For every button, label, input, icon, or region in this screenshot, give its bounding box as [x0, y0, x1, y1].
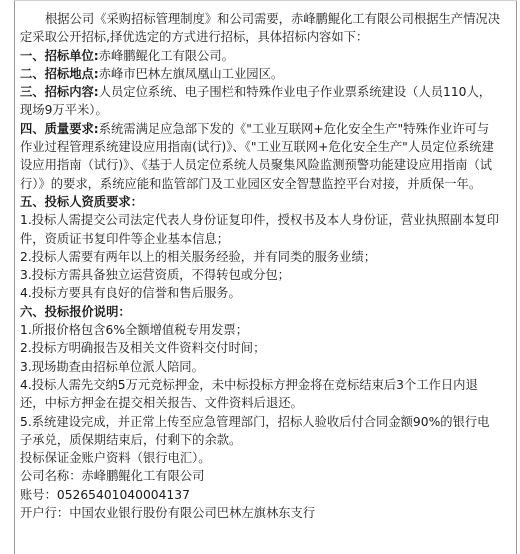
section-bid-location — [20, 65, 500, 83]
account-title: 投标保证金账户资料（银行电汇）。 — [20, 451, 211, 466]
section-value: 赤峰鹏鲲化工有限公司。 — [98, 48, 234, 63]
list-item: 4.投标方要具有良好的信誉和售后服务。 — [20, 286, 241, 301]
top-divider — [14, 0, 517, 1]
list-item: 1.所报价格包含6%全额增值税专用发票； — [20, 323, 248, 338]
list-item: 3.投标方需具备独立运营资质，不得转包或分包； — [20, 268, 290, 283]
list-item: 4.投标人需先交纳5万元竞标押金，未中标投标方押金将在竞标结束后3个工作日内退还，中标方押金在提交相关报告、文件资料后退还。 — [20, 377, 478, 411]
section-label: 一、招标单位: — [20, 48, 99, 63]
list-item: 1.投标人需提交公司法定代表人身份证复印件，授权书及本人身份证，营业执照副本复印件，资质证书复印件等企业基本信息； — [20, 213, 500, 246]
intro-paragraph: 根据公司《采购招标管理制度》和公司需要，赤峰鹏鲲化工有限公司根据生产情况决定采取公开招标,择优选定的方式进行招标，具体招标内容如下： — [20, 12, 500, 45]
section-label: 四、质量要求: — [20, 121, 99, 136]
account-number: 账号：05265401040004137 — [20, 487, 190, 502]
account-bank: 开户行：中国农业银行股份有限公司巴林左旗林东支行 — [20, 506, 316, 521]
list-item: 2.投标方明确报告及相关文件资料交付时间； — [20, 341, 266, 356]
section-label: 二、招标地点: — [20, 66, 99, 81]
section-value: 赤峰市巴林左旗凤凰山工业园区。 — [98, 66, 284, 81]
list-item: 2.投标人需要有两年以上的相关服务经验，并有同类的服务业绩； — [20, 249, 377, 264]
section-value: 系统需满足应急部下发的《"工业互联网+危化安全生产"特殊作业许可与作业过程管理系统建设应用指南(试行)》、《"工业互联网+危化安全生产"人员定位系统建设应用指南（试行)》、《基于人员定位系统人员聚集风险监测预警功能建设应用指南（试行）》的要求，系统应能和监管部门及工业园区安全智慧监控平台对接，并质保一年。 — [20, 121, 494, 191]
section-label: 三、招标内容: — [20, 85, 99, 100]
list-item: 5.系统建设完成，并正常上传至应急管理部门，招标人验收后付合同金额90%的银行电子承兑，质保期结束后，付剩下的余款。 — [20, 414, 490, 447]
section-bid-unit — [20, 47, 500, 65]
section-quality-requirements — [20, 120, 500, 193]
account-company: 公司名称：赤峰鹏鲲化工有限公司 — [20, 469, 205, 484]
section-value: 人员定位系统、电子围栏和特殊作业电子作业票系统建设（人员110人，现场9万平米）。 — [20, 85, 492, 118]
list-item: 3.现场勘查由招标单位派人陪同。 — [20, 359, 204, 374]
section-bid-content — [20, 83, 500, 120]
document-body — [20, 10, 500, 522]
section-qualification-heading: 五、投标人资质要求： — [20, 194, 143, 209]
section-quote-heading: 六、投标报价说明： — [20, 304, 131, 319]
